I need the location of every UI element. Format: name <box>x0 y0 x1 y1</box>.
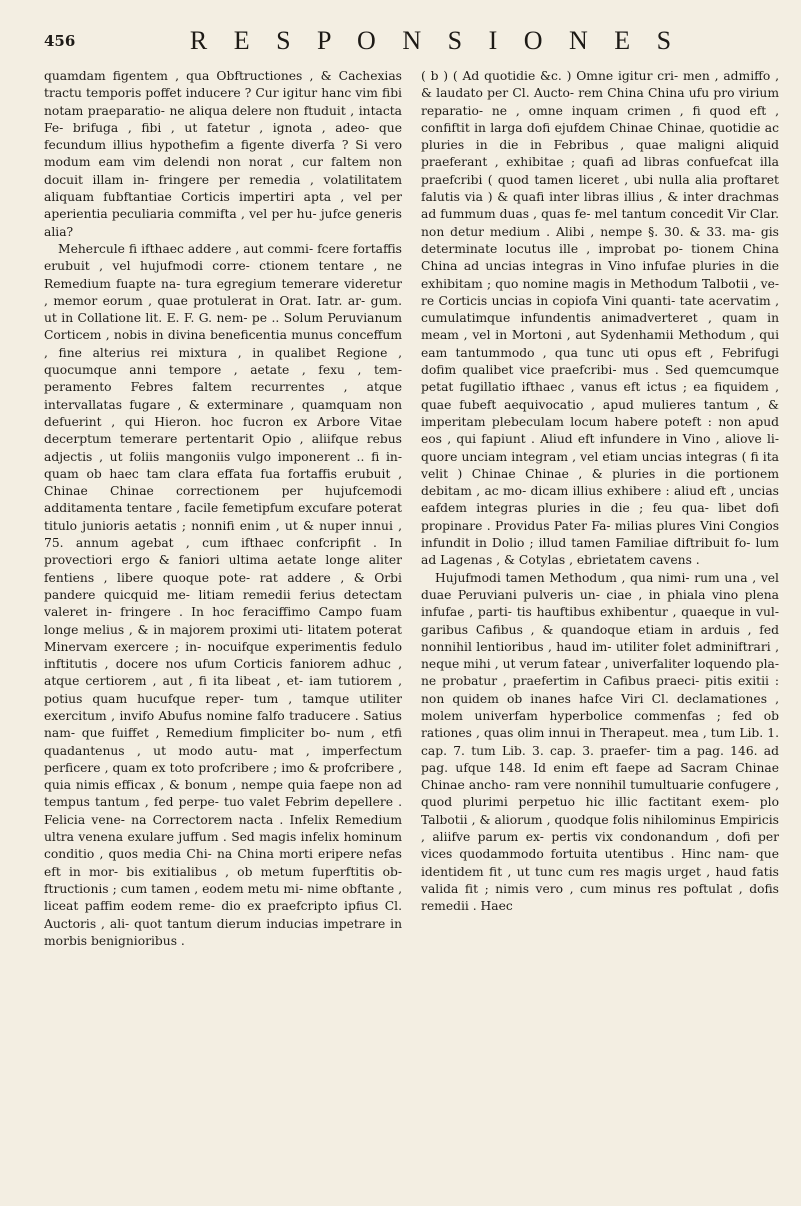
left-paragraph-1: quamdam figentem , qua Obftructiones , & Cachexias tractu temporis poffet inducere ? Cur igitur hanc vim fibi notam praeparatio- ne aliqua delere non ftuduit , intacta Fe- brifuga , fibi , ut fatetur , ignota , adeo- que fecundum illius hypothefim a figente diverfa ? Si vero modum eam vim delendi non norat , cur faltem non docuit illam in- fringere per remedia , volatilitatem aliquam fubftantiae Corticis impertiri apta , vel per aperientia peculiaria commifta , vel per hu- jufce generis alia? <box>44 69 402 239</box>
text-columns <box>44 68 779 1188</box>
right-paragraph-1: ( b ) ( Ad quotidie &c. ) Omne igitur cri- men , admiffo , & laudato per Cl. Aucto- rem China China ufu pro virium reparatio- ne , omne inquam crimen , fi quod eft , confiftit in larga dofi ejufdem Chinae Chinae, quotidie ac pluries in die in Febribus , quae maligni aliquid praeferant , exhibitae ; quafi ad libras confuefcat illa praefcribi ( quod tamen liceret , ubi nulla alia proftaret falutis via ) & quafi inter libras illius , & inter drachmas ad fummum duas , quas fe- mel tantum concedit Vir Clar. non detur medium . Alibi , nempe §. 30. & 33. ma- gis determinate locutus ille , improbat po- tionem China China ad uncias integras in Vino infufae pluries in die exhibitam ; quo nomine magis in Methodum Talbotii , ve- re Corticis uncias in copiofa Vini quanti- tate acervatim , cumulatimque infundentis animadverteret , quam in meam , vel in Mortoni , aut Sydenhamii Methodum , qui eam tantummodo , qua tunc uti opus eft , Febrifugi dofim qualibet vice praefcribi- mus . Sed quemcumque petat fugillatio ifthaec , vanus eft ictus ; ea fiquidem , quae fubeft aequivocatio , apud mulieres tantum , & imperitam plebeculam locum habere poteft : non apud eos , qui fapiunt . Aliud eft infundere in Vino , aliove li- quore unciam integram , vel etiam uncias integras ( fi ita velit ) Chinae Chinae , & pluries in die portionem debitam , ac mo- dicam illius exhibere : aliud eft , uncias eafdem integras pluries in die ; feu qua- libet dofi propinare . Providus Pater Fa- milias plures Vini Congios infundit in Dolio ; illud tamen Familiae diftribuit fo- lum ad Lagenas , & Cotylas , ebrietatem cavens . <box>421 69 779 568</box>
page-header <box>44 10 779 56</box>
right-column <box>421 68 779 1188</box>
page-number: 456 <box>44 32 76 50</box>
right-paragraph-2: Hujufmodi tamen Methodum , qua nimi- rum una , vel duae Peruviani pulveris un- ciae , in phiala vino plena infufae , parti- tis hauftibus exhibentur , quaeque in vul- garibus Cafibus , & quandoque etiam in arduis , fed nonnihil lentioribus , haud im- utiliter folet adminiftrari , neque mihi , ut verum fatear , univerfaliter loquendo pla- ne probatur , praefertim in Cafibus praeci- pitis exitii : non quidem ob inanes hafce Viri Cl. declamationes , molem univerfam hyperbolice commenfas ; fed ob rationes , quas olim innui in Therapeut. mea , tum Lib. 1. cap. 7. tum Lib. 3. cap. 3. praefer- tim a pag. 146. ad pag. ufque 148. Id enim eft faepe ad Sacram Chinae Chinae ancho- ram vere nonnihil tumultuarie confugere , quod plurimi perpetuo hic illic factitant exem- plo Talbotii , & aliorum , quodque folis nihilominus Empiricis , aliifve parum ex- pertis vix condonandum , dofi per vices quodammodo fortuita utentibus . Hinc nam- que identidem fit , ut tunc cum res magis urget , haud fatis valida fit ; nimis vero , cum minus res poftulat , dofis remedii . Haec <box>421 570 779 914</box>
left-column <box>44 68 402 1188</box>
left-paragraph-2: Mehercule fi ifthaec addere , aut commi- fcere fortaffis erubuit , vel hujufmodi corre- ctionem tentare , ne Remedium fuapte na- tura egregium temerare videretur , memor eorum , quae protulerat in Orat. Iatr. ar- gum. ut in Collatione lit. E. F. G. nem- pe .. Solum Peruvianum Corticem , nobis in divina beneficentia munus conceffum , fine alterius rei mixtura , in qualibet Regione , quocumque anni tempore , aetate , fexu , tem- peramento Febres faltem recurrentes , atque intervallatas fugare , & exterminare , quamquam non defuerint , qui Hieron. hoc fucron ex Arbore Vitae decerptum temerare pertentarit Opio , aliifque rebus adjectis , ut foliis mangoniis vulgo imponerent .. fi in- quam ob haec tam clara effata fua fortaffis erubuit , Chinae Chinae correctionem per hujufcemodi additamenta tentare , facile femetipfum excufare poterat titulo junioris aetatis ; nonnifi enim , ut & nuper innui , 75. annum agebat , cum ifthaec confcripfit . In provectiori ergo & faniori ultima aetate longe aliter fentiens , libere quoque pote- rat addere , & Orbi pandere quicquid me- litiam remedii ferius detectam valeret in- fringere . In hoc feraciffimo Campo fuam longe melius , & in majorem proximi uti- litatem poterat Minervam exercere ; in- nocuifque experimentis fedulo inftitutis , docere nos ufum Corticis faniorem adhuc , atque certiorem , aut , fi ita libeat , et- iam tutiorem , potius quam hucufque reper- tum , tamque utiliter exercitum , invifo Abufus nomine falfo traducere . Satius nam- que fuiffet , Remedium fimpliciter bo- num , etfi quadantenus , ut modo autu- mat , imperfectum perficere , quam ex toto profcribere ; imo & profcribere , quia nimis efficax , & bonum , nempe quia faepe non ad tempus tantum , fed perpe- tuo valet Febrim depellere . Felicia vene- na Correctorem nacta . Infelix Remedium ultra venena exulare juffum . Sed magis infelix hominum conditio , quos media Chi- na China morti eripere nefas eft in mor- bis exitialibus , ob metum fuperftitis ob- ftructionis ; cum tamen , eodem metu mi- nime obftante , liceat paffim eodem reme- dio ex praefcripto ipfius Cl. Auctoris , ali- quot tantum dierum inducias impetrare in morbis benignioribus . <box>44 241 402 948</box>
running-head: R E S P O N S I O N E S <box>189 26 682 55</box>
